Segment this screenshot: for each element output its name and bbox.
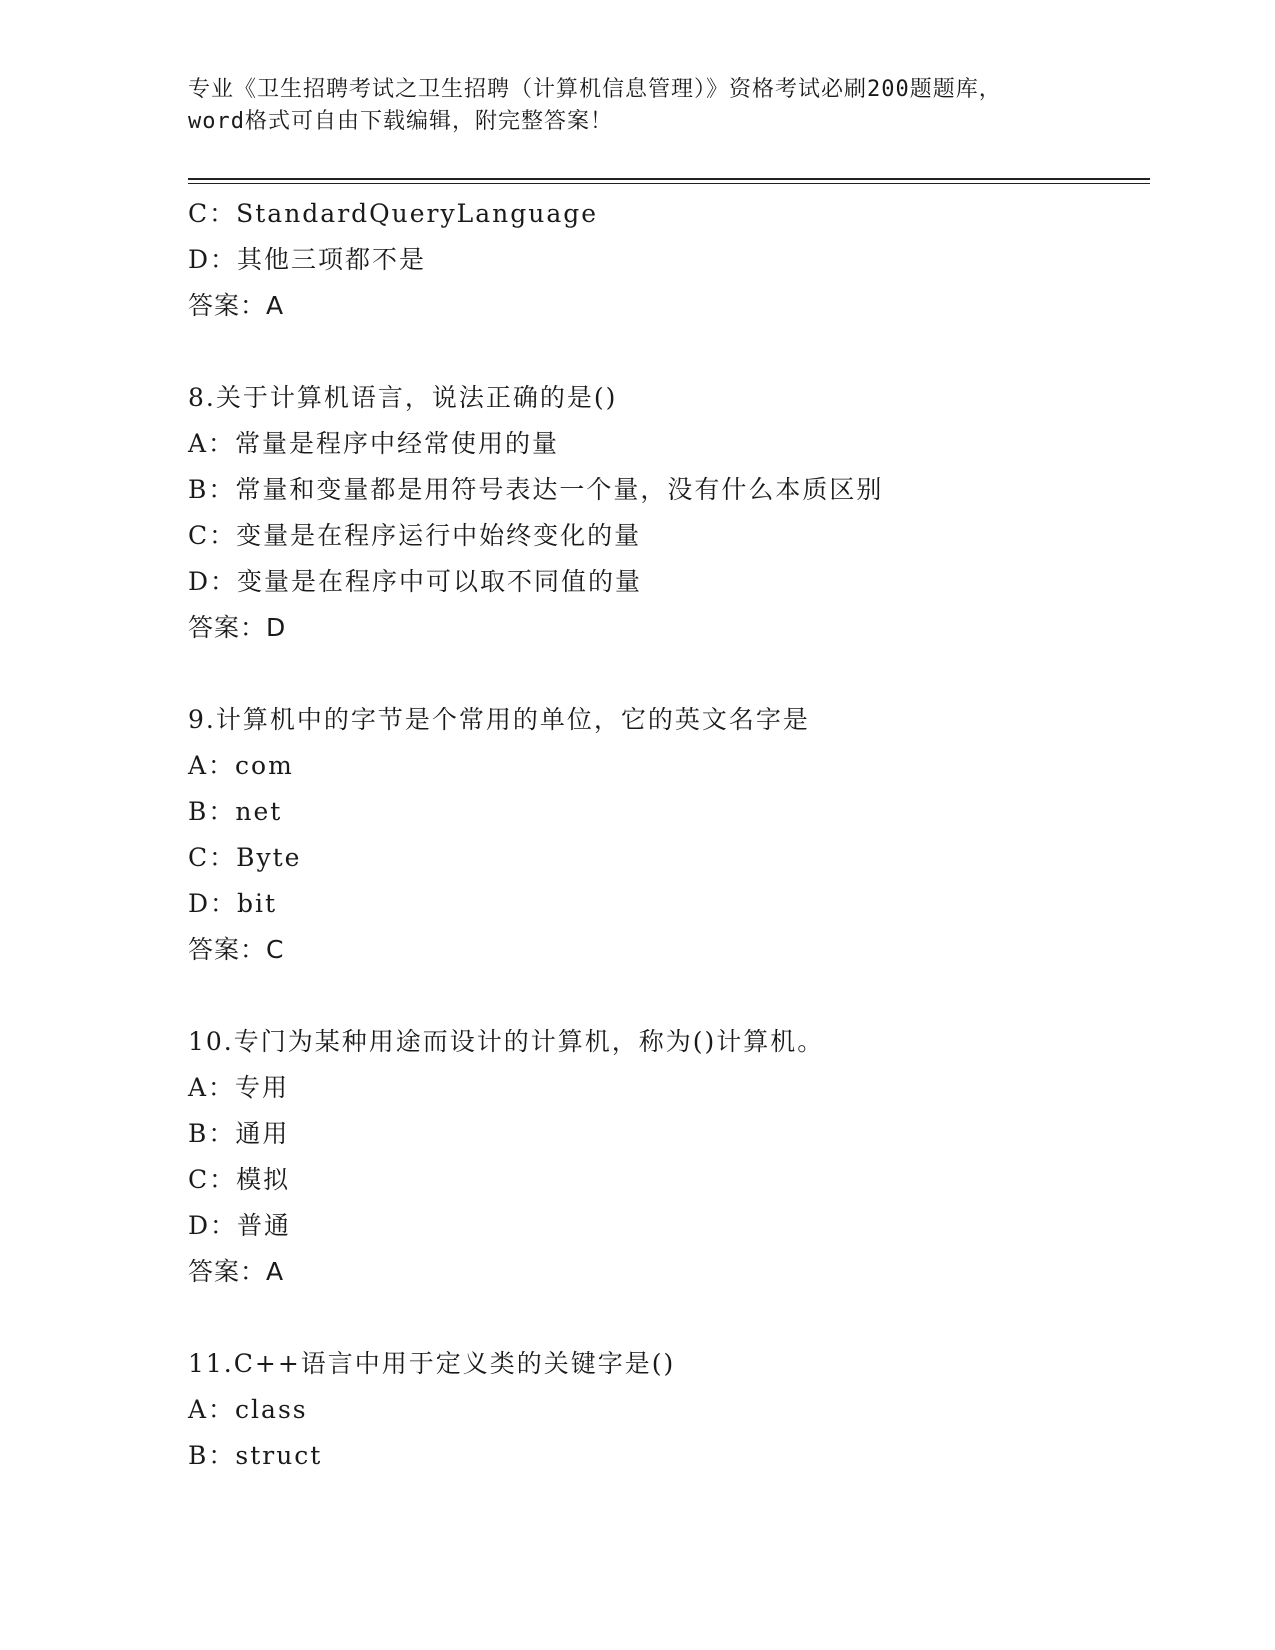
- question-list: [188, 191, 1150, 1479]
- question-7-tail: [188, 191, 1150, 329]
- option-c: C：变量是在程序运行中始终变化的量: [188, 521, 642, 550]
- spacer: [188, 1295, 1150, 1341]
- question-text: 9.计算机中的字节是个常用的单位，它的英文名字是: [188, 705, 810, 734]
- answer: 答案：C: [188, 935, 285, 964]
- option-d: D：普通: [188, 1211, 292, 1240]
- option-b: B：struct: [188, 1441, 323, 1470]
- document-header: [188, 74, 1088, 138]
- header-title-line-1: 专业《卫生招聘考试之卫生招聘（计算机信息管理）》资格考试必刷200题题库，: [188, 77, 1002, 102]
- question-text: 8.关于计算机语言，说法正确的是(): [188, 383, 618, 412]
- question-9: [188, 697, 1150, 973]
- option-c: C：StandardQueryLanguage: [188, 199, 599, 228]
- header-rule-thin: [188, 183, 1150, 184]
- option-b: B：通用: [188, 1119, 290, 1148]
- answer: 答案：D: [188, 613, 287, 642]
- option-d: D：bit: [188, 889, 278, 918]
- option-a: A：class: [188, 1395, 308, 1424]
- option-b: B：net: [188, 797, 283, 826]
- option-a: A：常量是程序中经常使用的量: [188, 429, 560, 458]
- answer: 答案：A: [188, 1257, 285, 1286]
- option-b: B：常量和变量都是用符号表达一个量，没有什么本质区别: [188, 475, 884, 504]
- option-a: A：com: [188, 751, 294, 780]
- option-d: D：其他三项都不是: [188, 245, 427, 274]
- spacer: [188, 973, 1150, 1019]
- header-title-line-2: word格式可自由下载编辑，附完整答案！: [188, 109, 613, 134]
- answer: 答案：A: [188, 291, 285, 320]
- question-text: 10.专门为某种用途而设计的计算机，称为()计算机。: [188, 1027, 825, 1056]
- option-a: A：专用: [188, 1073, 290, 1102]
- question-11: [188, 1341, 1150, 1479]
- option-c: C：Byte: [188, 843, 302, 872]
- option-c: C：模拟: [188, 1165, 291, 1194]
- option-d: D：变量是在程序中可以取不同值的量: [188, 567, 643, 596]
- question-10: [188, 1019, 1150, 1295]
- header-rule-thick: [188, 178, 1150, 180]
- spacer: [188, 651, 1150, 697]
- question-text: 11.C++语言中用于定义类的关键字是(): [188, 1349, 676, 1378]
- spacer: [188, 329, 1150, 375]
- question-8: [188, 375, 1150, 651]
